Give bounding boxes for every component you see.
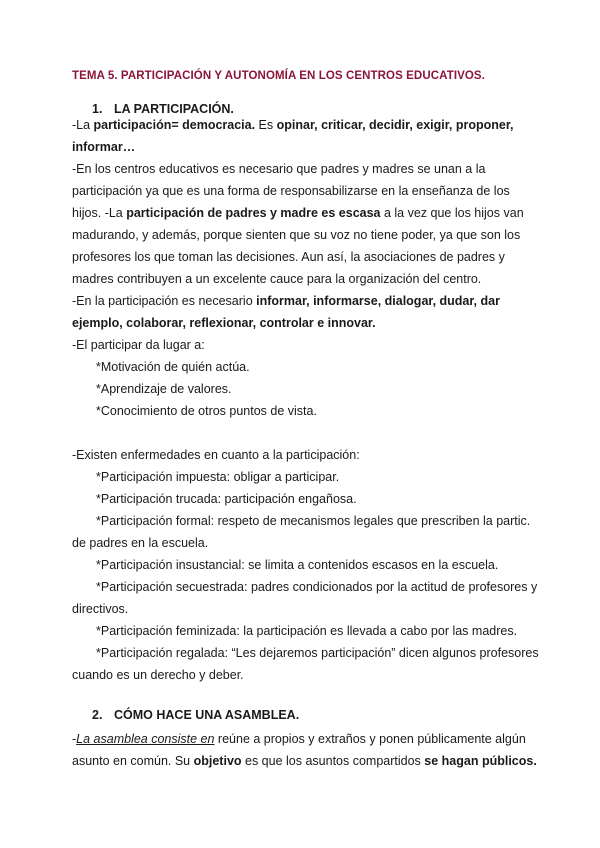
paragraph-line: -Existen enfermedades en cuanto a la participación:: [72, 448, 360, 462]
list-item: *Participación secuestrada: padres condicionados por la actitud de profesores y: [96, 580, 538, 594]
list-item: *Aprendizaje de valores.: [96, 382, 232, 396]
list-item: *Participación formal: respeto de mecanismos legales que prescriben la partic.: [96, 514, 531, 528]
section-1-title: LA PARTICIPACIÓN.: [114, 102, 234, 116]
paragraph-line: -La participación= democracia. Es opinar, criticar, decidir, exigir, proponer,: [72, 118, 514, 132]
paragraph-line: participación ya que es una forma de responsabilizarse en la enseñanza de los: [72, 184, 510, 198]
paragraph-line: madurando, y además, porque sienten que su voz no tiene poder, ya que son los: [72, 228, 521, 242]
list-item: *Conocimiento de otros puntos de vista.: [96, 404, 317, 418]
section-2-title: CÓMO HACE UNA ASAMBLEA.: [114, 708, 300, 722]
paragraph-line: profesores los que toman las decisiones. Aun así, la asociaciones de padres y: [72, 250, 505, 264]
paragraph-line: asunto en común. Su objetivo es que los asuntos compartidos se hagan públicos.: [72, 754, 537, 768]
section-1-number: 1.: [92, 102, 103, 116]
list-item: *Participación impuesta: obligar a participar.: [96, 470, 340, 484]
list-item: *Participación regalada: “Les dejaremos participación” dicen algunos profesores: [96, 646, 539, 660]
list-item-continuation: directivos.: [72, 602, 129, 616]
list-item: *Participación insustancial: se limita a contenidos escasos en la escuela.: [96, 558, 499, 572]
paragraph-line: -En la participación es necesario informar, informarse, dialogar, dudar, dar: [72, 294, 500, 308]
paragraph-line: ejemplo, colaborar, reflexionar, controlar e innovar.: [72, 316, 376, 330]
list-item-continuation: de padres en la escuela.: [72, 536, 209, 550]
list-item: *Participación feminizada: la participación es llevada a cabo por las madres.: [96, 624, 518, 638]
document-title: TEMA 5. PARTICIPACIÓN Y AUTONOMÍA EN LOS CENTROS EDUCATIVOS.: [72, 70, 486, 82]
section-2-number: 2.: [92, 708, 103, 722]
paragraph-line: informar…: [72, 140, 136, 154]
list-item: *Motivación de quién actúa.: [96, 360, 250, 374]
paragraph-line: hijos. -La participación de padres y madre es escasa a la vez que los hijos van: [72, 206, 524, 220]
paragraph-line: madres contribuyen a un excelente cauce para la organización del centro.: [72, 272, 482, 286]
list-item: *Participación trucada: participación engañosa.: [96, 492, 357, 506]
paragraph-line: -El participar da lugar a:: [72, 338, 205, 352]
list-item-continuation: cuando es un derecho y deber.: [72, 668, 244, 682]
section-2-heading: [92, 708, 299, 722]
paragraph-line: -En los centros educativos es necesario que padres y madres se unan a la: [72, 162, 486, 176]
paragraph-line: -La asamblea consiste en reúne a propios y extraños y ponen públicamente algún: [72, 732, 526, 746]
